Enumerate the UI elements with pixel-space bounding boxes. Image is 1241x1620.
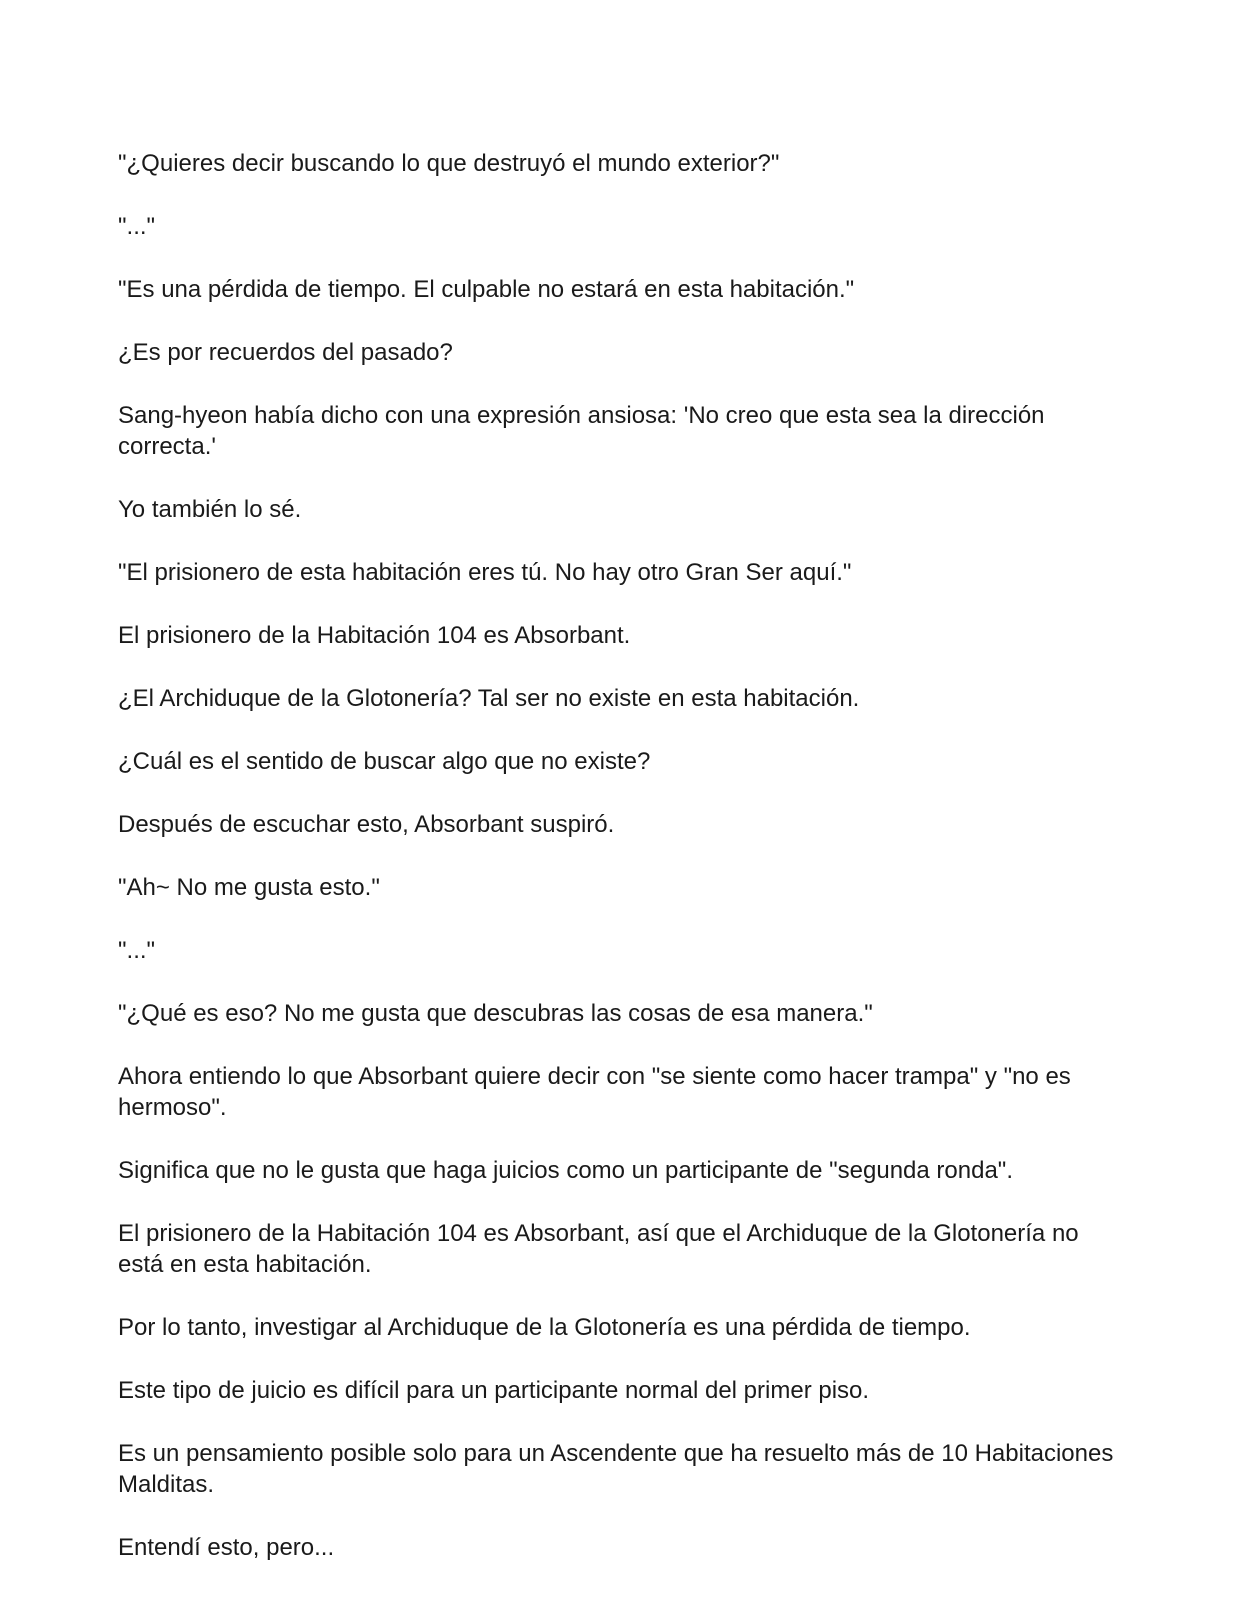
document-body bbox=[118, 148, 1128, 1595]
paragraph: El prisionero de la Habitación 104 es Absorbant. bbox=[118, 622, 631, 649]
paragraph: Este tipo de juicio es difícil para un participante normal del primer piso. bbox=[118, 1377, 870, 1404]
paragraph: Yo también lo sé. bbox=[118, 496, 302, 523]
paragraph: "¿Qué es eso? No me gusta que descubras las cosas de esa manera." bbox=[118, 1000, 873, 1027]
paragraph: "..." bbox=[118, 937, 156, 964]
paragraph: Después de escuchar esto, Absorbant suspiró. bbox=[118, 811, 615, 838]
paragraph: Por lo tanto, investigar al Archiduque de la Glotonería es una pérdida de tiempo. bbox=[118, 1314, 971, 1341]
paragraph: Entendí esto, pero... bbox=[118, 1534, 335, 1561]
paragraph: Sang-hyeon había dicho con una expresión ansiosa: 'No creo que esta sea la dirección correcta.' bbox=[118, 402, 1045, 460]
paragraph: "El prisionero de esta habitación eres tú. No hay otro Gran Ser aquí." bbox=[118, 559, 852, 586]
paragraph: "..." bbox=[118, 213, 156, 240]
paragraph: "¿Quieres decir buscando lo que destruyó el mundo exterior?" bbox=[118, 150, 780, 177]
paragraph: ¿Cuál es el sentido de buscar algo que no existe? bbox=[118, 748, 651, 775]
paragraph: Es un pensamiento posible solo para un Ascendente que ha resuelto más de 10 Habitaciones Malditas. bbox=[118, 1440, 1114, 1498]
paragraph: ¿Es por recuerdos del pasado? bbox=[118, 339, 453, 366]
paragraph: "Es una pérdida de tiempo. El culpable no estará en esta habitación." bbox=[118, 276, 855, 303]
paragraph: Significa que no le gusta que haga juicios como un participante de "segunda ronda". bbox=[118, 1157, 1013, 1184]
paragraph: "Ah~ No me gusta esto." bbox=[118, 874, 380, 901]
paragraph: El prisionero de la Habitación 104 es Absorbant, así que el Archiduque de la Glotonería no está en esta habitación. bbox=[118, 1220, 1079, 1278]
paragraph: ¿El Archiduque de la Glotonería? Tal ser no existe en esta habitación. bbox=[118, 685, 860, 712]
paragraph: Ahora entiendo lo que Absorbant quiere decir con "se siente como hacer trampa" y "no es hermoso". bbox=[118, 1063, 1071, 1121]
